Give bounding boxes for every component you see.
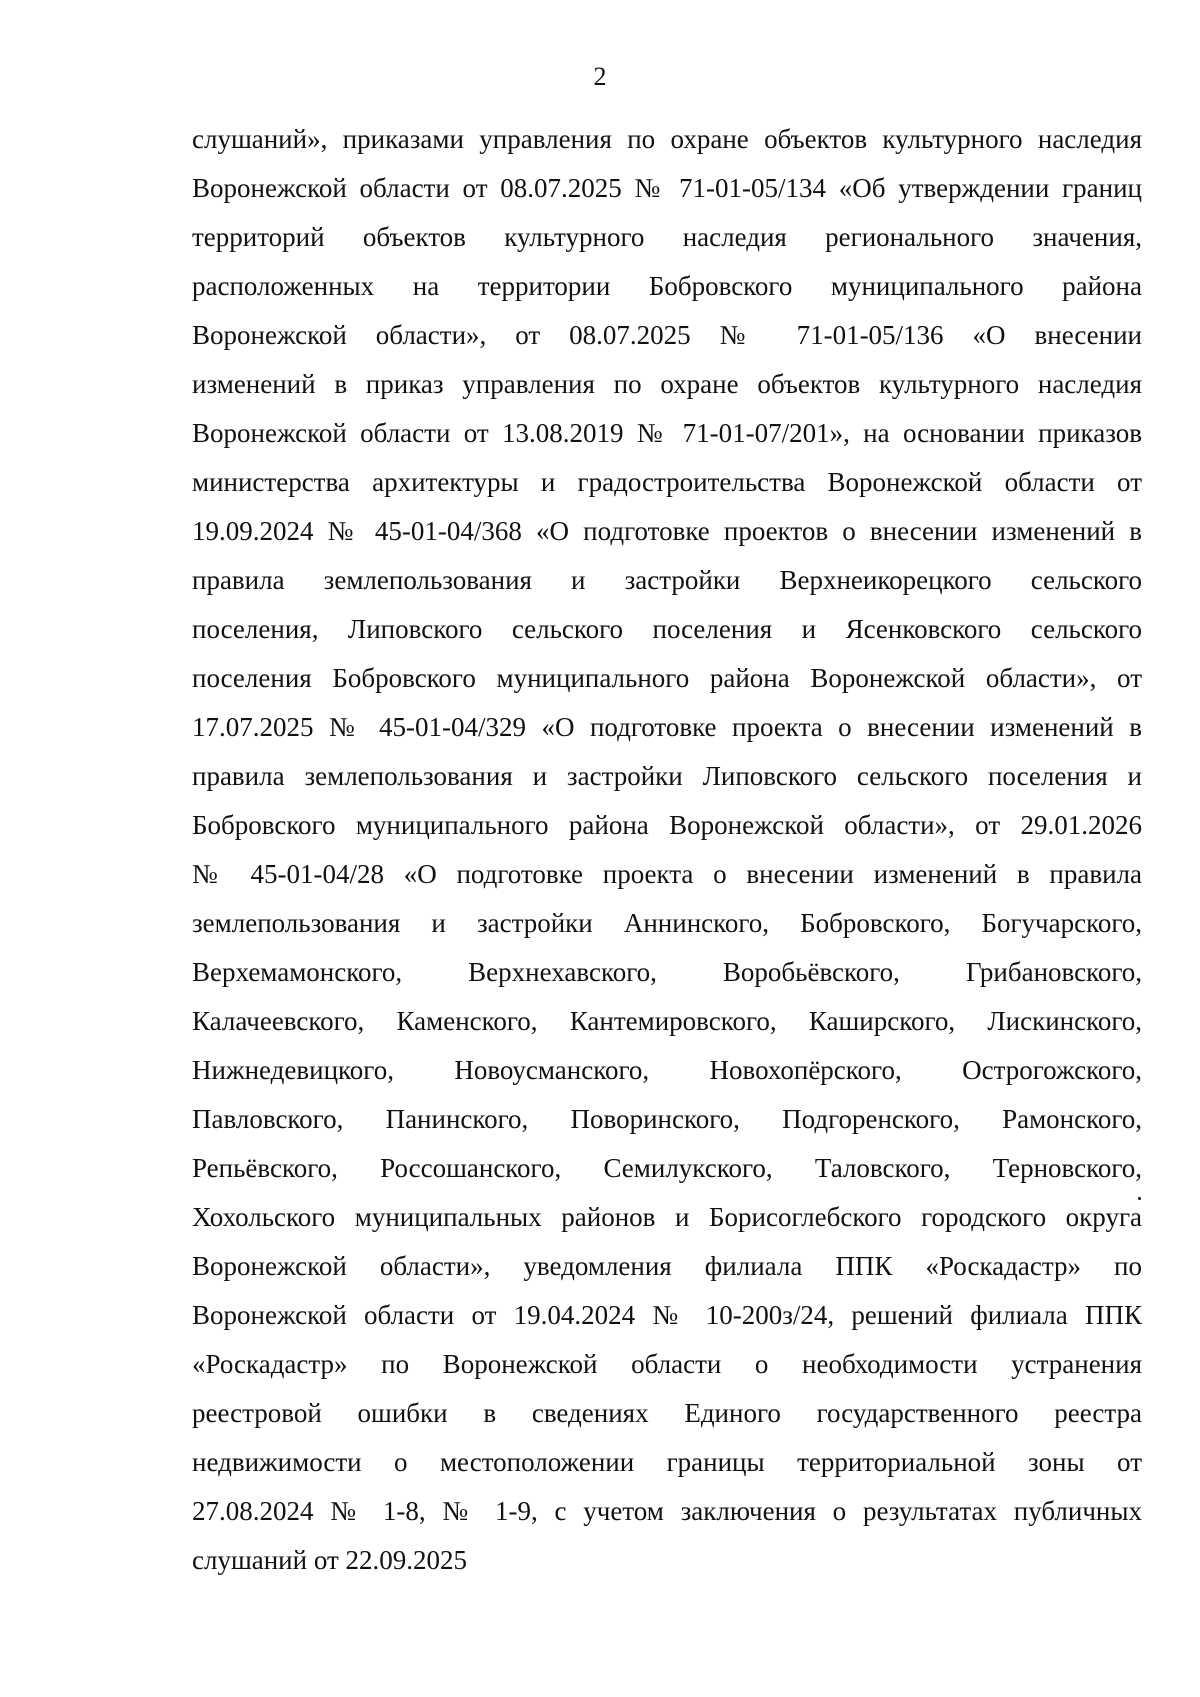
text-line: недвижимости о местоположении границы территориальной зоны от xyxy=(192,1447,1142,1477)
text-line: Воронежской области от 08.07.2025 № 71-01-05/134 «Об утверждении границ xyxy=(192,173,1142,203)
text-line: правила землепользования и застройки Липовского сельского поселения и xyxy=(192,761,1142,791)
text-line: Калачеевского, Каменского, Кантемировского, Каширского, Лискинского, xyxy=(192,1006,1142,1036)
body-text xyxy=(192,115,1142,1585)
text-line: 19.09.2024 № 45-01-04/368 «О подготовке проектов о внесении изменений в xyxy=(192,516,1142,546)
text-line: Воронежской области от 19.04.2024 № 10-200з/24, решений филиала ППК xyxy=(192,1300,1142,1330)
text-line: Репьёвского, Россошанского, Семилукского, Таловского, Терновского, xyxy=(192,1153,1142,1183)
text-line: изменений в приказ управления по охране объектов культурного наследия xyxy=(192,369,1142,399)
text-line: № 45-01-04/28 «О подготовке проекта о внесении изменений в правила xyxy=(192,859,1142,889)
text-line: Воронежской области», от 08.07.2025 № 71-01-05/136 «О внесении xyxy=(192,320,1142,350)
text-line: 17.07.2025 № 45-01-04/329 «О подготовке проекта о внесении изменений в xyxy=(192,712,1142,742)
text-line: расположенных на территории Бобровского муниципального района xyxy=(192,271,1142,301)
text-line: Воронежской области», уведомления филиала ППК «Роскадастр» по xyxy=(192,1251,1142,1281)
text-line: Верхемамонского, Верхнехавского, Воробьёвского, Грибановского, xyxy=(192,957,1142,987)
text-line: Павловского, Панинского, Поворинского, Подгоренского, Рамонского, xyxy=(192,1104,1142,1134)
text-line: 27.08.2024 № 1-8, № 1-9, с учетом заключения о результатах публичных xyxy=(192,1496,1142,1526)
scan-speck xyxy=(1138,1197,1141,1200)
text-line: Хохольского муниципальных районов и Борисоглебского городского округа xyxy=(192,1202,1142,1232)
text-line: поселения, Липовского сельского поселения и Ясенковского сельского xyxy=(192,614,1142,644)
text-line: Воронежской области от 13.08.2019 № 71-01-07/201», на основании приказов xyxy=(192,418,1142,448)
text-line: территорий объектов культурного наследия регионального значения, xyxy=(192,222,1142,252)
text-line: министерства архитектуры и градостроительства Воронежской области от xyxy=(192,467,1142,497)
text-line: реестровой ошибки в сведениях Единого государственного реестра xyxy=(192,1398,1142,1428)
page-number: 2 xyxy=(593,62,607,91)
text-line: поселения Бобровского муниципального района Воронежской области», от xyxy=(192,663,1142,693)
text-line: Бобровского муниципального района Воронежской области», от 29.01.2026 xyxy=(192,810,1142,840)
text-line: слушаний», приказами управления по охране объектов культурного наследия xyxy=(192,124,1142,154)
text-line: «Роскадастр» по Воронежской области о необходимости устранения xyxy=(192,1349,1142,1379)
text-line-last: слушаний от 22.09.2025 xyxy=(192,1545,468,1575)
text-line: правила землепользования и застройки Верхнеикорецкого сельского xyxy=(192,565,1142,595)
text-line: Нижнедевицкого, Новоусманского, Новохопёрского, Острогожского, xyxy=(192,1055,1142,1085)
text-line: землепользования и застройки Аннинского, Бобровского, Богучарского, xyxy=(192,908,1142,938)
